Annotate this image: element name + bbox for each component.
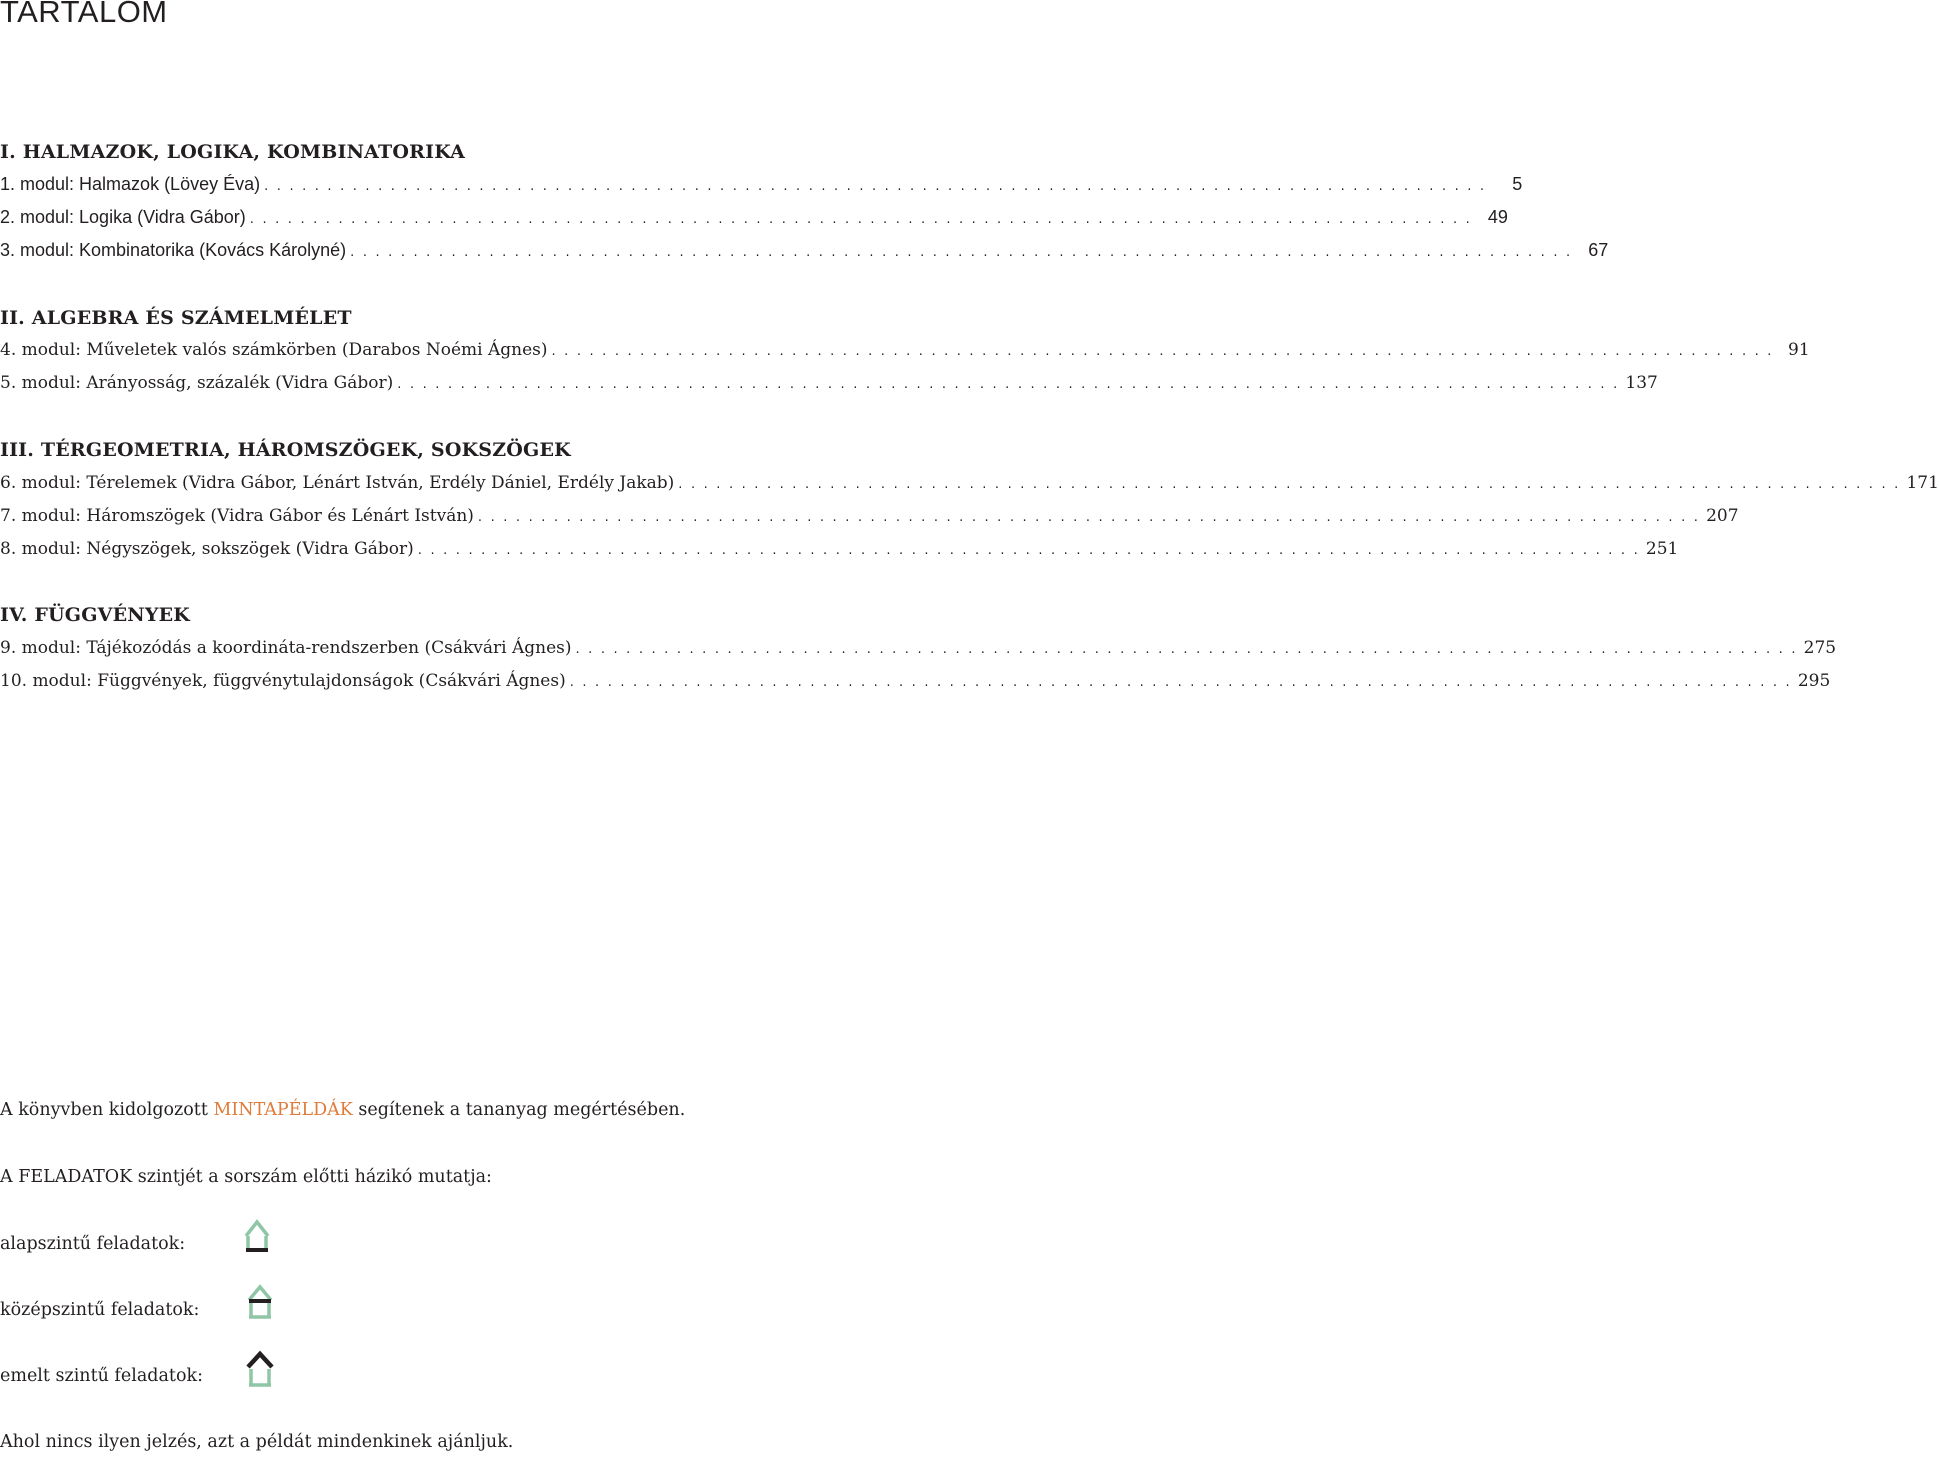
dot-leader: . . . . . . . . . . . . . . . . . . . . . . . . . . . . . . . . . . . . . . . . . . . . . . . . . . . . . . . . . . . . . . . . . . . . . . . . . . . . . . . . . . . . . . . . . . . . . . . . . xyxy=(397,377,1620,392)
toc-entry-label: 10. modul: Függvények, függvénytulajdonságok (Csákvári Ágnes) xyxy=(0,671,566,691)
examples-note-before: A könyvben kidolgozott xyxy=(0,1100,214,1120)
footer-note: Ahol nincs ilyen jelzés, azt a példát mindenkinek ajánljuk. xyxy=(0,1432,514,1452)
toc-entry-label: 8. modul: Négyszögek, sokszögek (Vidra Gábor) xyxy=(0,539,414,559)
house-roof-bold-icon xyxy=(243,1350,277,1390)
toc-entry-label: 7. modul: Háromszögek (Vidra Gábor és Lénárt István) xyxy=(0,506,474,526)
toc-entry-page: 5 xyxy=(1512,174,1523,194)
toc-entry-label: 4. modul: Műveletek valós számkörben (Darabos Noémi Ágnes) xyxy=(0,340,548,360)
examples-note xyxy=(0,1100,685,1120)
toc-entry-page: 171 xyxy=(1906,473,1939,493)
toc-entry-module-4[interactable] xyxy=(0,340,1810,368)
toc-entry-page: 91 xyxy=(1788,340,1810,360)
level-label-intermediate: középszintű feladatok: xyxy=(0,1300,200,1320)
page-title: TARTALOM xyxy=(0,0,168,29)
dot-leader: . . . . . . . . . . . . . . . . . . . . . . . . . . . . . . . . . . . . . . . . . . . . . . . . . . . . . . . . . . . . . . . . . . . . . . . . . . . . . . . . . . . . . . . . . . . . . . . . . xyxy=(569,675,1792,690)
toc-entry-module-7[interactable] xyxy=(0,506,1739,534)
toc-entry-label: 9. modul: Tájékozódás a koordináta-rendszerben (Csákvári Ágnes) xyxy=(0,638,572,658)
toc-entry-module-3[interactable] xyxy=(0,240,1609,268)
dot-leader: . . . . . . . . . . . . . . . . . . . . . . . . . . . . . . . . . . . . . . . . . . . . . . . . . . . . . . . . . . . . . . . . . . . . . . . . . . . . . . . . . . . . . . . . . . . . . . . . . xyxy=(575,642,1798,657)
section-heading-3: III. TÉRGEOMETRIA, HÁROMSZÖGEK, SOKSZÖGEK xyxy=(0,439,571,461)
dot-leader: . . . . . . . . . . . . . . . . . . . . . . . . . . . . . . . . . . . . . . . . . . . . . . . . . . . . . . . . . . . . . . . . . . . . . . . . . . . . . . . . . . . . . . . . . . . . . . . . . xyxy=(551,344,1774,359)
toc-entry-module-6[interactable] xyxy=(0,473,1939,501)
toc-entry-module-8[interactable] xyxy=(0,539,1679,567)
toc-entry-module-2[interactable] xyxy=(0,207,1508,235)
section-heading-1: I. HALMAZOK, LOGIKA, KOMBINATORIKA xyxy=(0,141,466,163)
examples-note-after: segítenek a tananyag megértésében. xyxy=(352,1100,686,1120)
house-bar-middle-icon xyxy=(243,1283,277,1323)
level-label-advanced: emelt szintű feladatok: xyxy=(0,1366,204,1386)
toc-entry-label: 5. modul: Arányosság, százalék (Vidra Gábor) xyxy=(0,373,394,393)
dot-leader: . . . . . . . . . . . . . . . . . . . . . . . . . . . . . . . . . . . . . . . . . . . . . . . . . . . . . . . . . . . . . . . . . . . . . . . . . . . . . . . . . . . . . . . . . . . . . . . . . xyxy=(264,179,1487,194)
toc-entry-label: 1. modul: Halmazok (Lövey Éva) xyxy=(0,174,261,194)
toc-entry-page: 295 xyxy=(1797,671,1831,691)
tasks-note: A FELADATOK szintjét a sorszám előtti házikó mutatja: xyxy=(0,1167,492,1187)
dot-leader: . . . . . . . . . . . . . . . . . . . . . . . . . . . . . . . . . . . . . . . . . . . . . . . . . . . . . . . . . . . . . . . . . . . . . . . . . . . . . . . . . . . . . . . . . . . . . . . . . xyxy=(678,477,1901,492)
dot-leader: . . . . . . . . . . . . . . . . . . . . . . . . . . . . . . . . . . . . . . . . . . . . . . . . . . . . . . . . . . . . . . . . . . . . . . . . . . . . . . . . . . . . . . . . . . . . . . . . . xyxy=(249,212,1472,227)
dot-leader: . . . . . . . . . . . . . . . . . . . . . . . . . . . . . . . . . . . . . . . . . . . . . . . . . . . . . . . . . . . . . . . . . . . . . . . . . . . . . . . . . . . . . . . . . . . . . . . . . xyxy=(350,245,1573,260)
toc-entry-module-5[interactable] xyxy=(0,373,1658,401)
examples-note-highlight: MINTAPÉLDÁK xyxy=(213,1100,353,1120)
toc-entry-label: 2. modul: Logika (Vidra Gábor) xyxy=(0,207,246,227)
toc-entry-label: 3. modul: Kombinatorika (Kovács Károlyné) xyxy=(0,240,347,260)
section-heading-4: IV. FÜGGVÉNYEK xyxy=(0,604,190,626)
toc-entry-page: 251 xyxy=(1645,539,1679,559)
toc-entry-page: 67 xyxy=(1588,240,1609,260)
house-bar-bottom-icon xyxy=(240,1216,274,1256)
toc-entry-module-9[interactable] xyxy=(0,638,1837,666)
dot-leader: . . . . . . . . . . . . . . . . . . . . . . . . . . . . . . . . . . . . . . . . . . . . . . . . . . . . . . . . . . . . . . . . . . . . . . . . . . . . . . . . . . . . . . . . . . . . . . . . . xyxy=(477,510,1701,525)
toc-entry-module-10[interactable] xyxy=(0,671,1831,699)
toc-entry-page: 49 xyxy=(1487,207,1508,227)
toc-entry-label: 6. modul: Térelemek (Vidra Gábor, Lénárt István, Erdély Dániel, Erdély Jakab) xyxy=(0,473,675,493)
dot-leader: . . . . . . . . . . . . . . . . . . . . . . . . . . . . . . . . . . . . . . . . . . . . . . . . . . . . . . . . . . . . . . . . . . . . . . . . . . . . . . . . . . . . . . . . . . . . . . . . . xyxy=(417,543,1640,558)
toc-entry-page: 207 xyxy=(1706,506,1739,526)
level-label-basic: alapszintű feladatok: xyxy=(0,1234,186,1254)
toc-entry-page: 137 xyxy=(1625,373,1658,393)
toc-entry-module-1[interactable] xyxy=(0,174,1523,202)
toc-entry-page: 275 xyxy=(1803,638,1837,658)
section-heading-2: II. ALGEBRA ÉS SZÁMELMÉLET xyxy=(0,307,352,329)
